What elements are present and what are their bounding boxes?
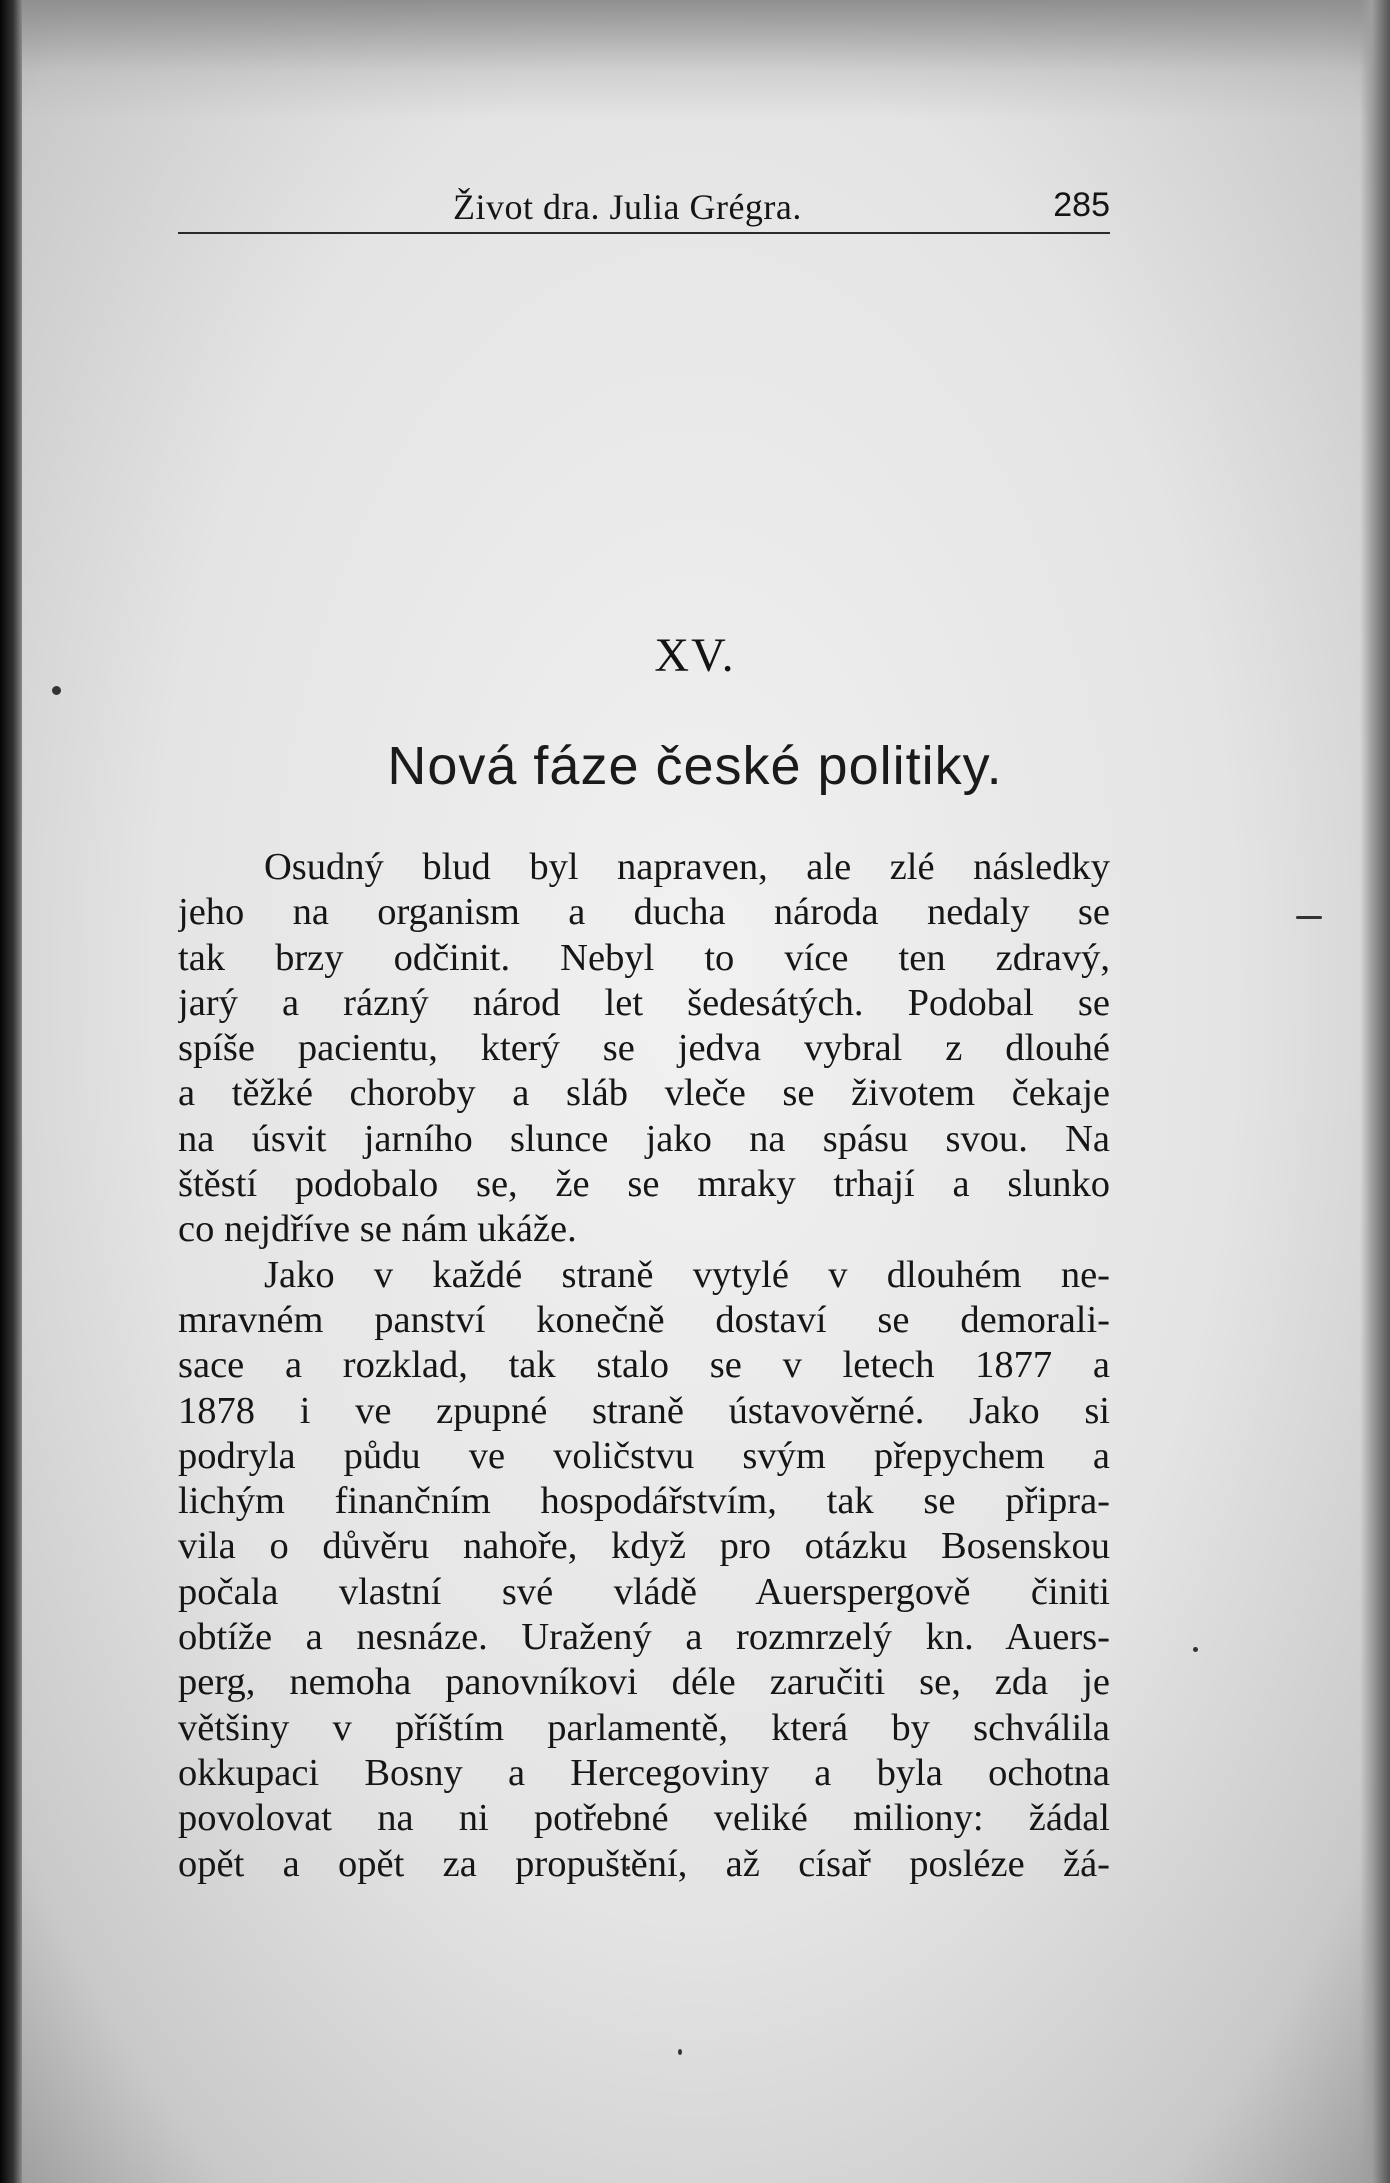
scan-speck [678,2049,682,2055]
binding-edge [0,0,22,2183]
text-line: povolovat na ni potřebné veliké miliony: žádal [178,1797,1110,1840]
scan-speck [1296,916,1322,919]
text-line: spíše pacientu, který se jedva vybral z dlouhé [178,1027,1110,1070]
text-line: jeho na organism a ducha národa nedaly se [178,891,1110,934]
text-line: počala vlastní své vládě Auerspergově činiti [178,1570,1110,1613]
text-line: obtíže a nesnáze. Uražený a rozmrzelý kn. Auers- [178,1616,1110,1659]
text-line: Jako v každé straně vytylé v dlouhém ne- [264,1253,1110,1296]
text-line: co nejdříve se nám ukáže. [178,1208,577,1251]
chapter-number: XV. [654,629,736,682]
page-number: 285 [1053,186,1110,224]
page-edge [1360,0,1390,2183]
scan-speck [52,686,61,695]
top-scan-shadow [0,0,1390,120]
text-line: podryla půdu ve voličstvu svým přepychem a [178,1434,1110,1477]
text-line: mravném panství konečně dostaví se demorali- [178,1298,1110,1341]
running-title: Život dra. Julia Grégra. [453,187,802,227]
text-line: Osudný blud byl napraven, ale zlé následky [264,846,1110,888]
text-line: štěstí podobalo se, že se mraky trhají a slunko [178,1163,1110,1206]
text-line: opět a opět za propuštění, až císař posléze žá- [178,1842,1110,1885]
running-header [178,180,1110,234]
text-line: sace a rozklad, tak stalo se v letech 1877 a [178,1344,1110,1387]
text-line: většiny v příštím parlamentě, která by schválila [178,1706,1110,1749]
text-line: a těžké choroby a sláb vleče se životem čekaje [178,1072,1110,1115]
text-line: na úsvit jarního slunce jako na spásu svou. Na [178,1117,1110,1160]
text-line: lichým finančním hospodářstvím, tak se připra- [178,1480,1110,1523]
text-line: vila o důvěru nahoře, když pro otázku Bosenskou [178,1525,1110,1568]
body-text [178,845,1110,1887]
text-line: perg, nemoha panovníkovi déle zaručiti se, zda je [178,1661,1110,1704]
text-line: okkupaci Bosny a Hercegoviny a byla ochotna [178,1751,1110,1794]
chapter-title: Nová fáze české politiky. [387,736,1003,796]
text-line: 1878 i ve zpupné straně ústavověrné. Jako si [178,1389,1110,1432]
text-line: jarý a rázný národ let šedesátých. Podobal se [178,981,1110,1024]
text-line: tak brzy odčinit. Nebyl to více ten zdravý, [178,936,1110,979]
scan-speck [1193,1647,1198,1652]
